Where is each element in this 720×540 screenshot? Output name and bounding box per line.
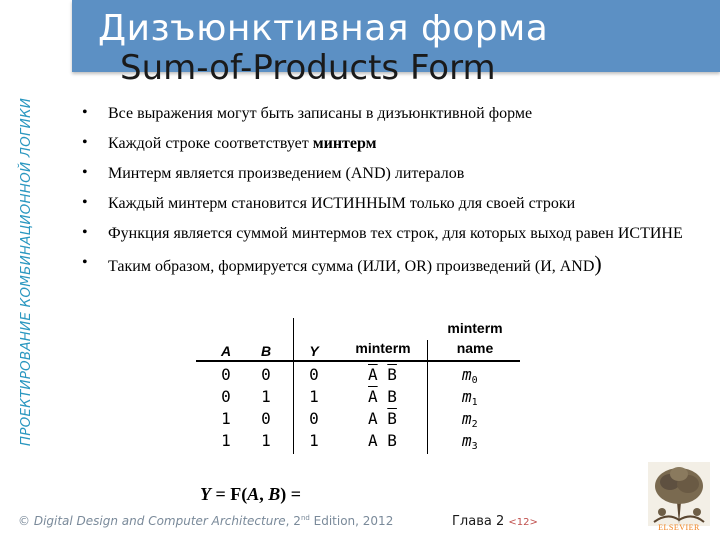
bullet-dot-icon: • (82, 194, 88, 211)
slide-title: Дизъюнктивная форма (98, 8, 549, 49)
cell-b: 1 (261, 387, 271, 406)
book-title: Digital Design and Computer Architecture (33, 514, 286, 528)
bullet-item (80, 104, 700, 124)
bullet-item (80, 134, 700, 154)
bullet-text: Все выражения могут быть записаны в дизъюнктивной форме (108, 105, 533, 122)
minterm-expression (368, 387, 397, 406)
equation-comma: , (259, 484, 269, 504)
bullet-list (80, 104, 700, 291)
cell-b: 1 (261, 431, 271, 450)
copyright-symbol: © (18, 514, 34, 528)
cell-y: 1 (309, 387, 319, 406)
side-label: ПРОЕКТИРОВАНИЕ КОМБИНАЦИОННОЙ ЛОГИКИ (18, 97, 34, 447)
minterm-symbol: m (462, 409, 472, 428)
minterm-symbol: m (462, 431, 472, 450)
slide-subtitle: Sum-of-Products Form (120, 48, 496, 88)
elsevier-tree-logo-icon (648, 462, 710, 526)
cell-a: 1 (221, 409, 231, 428)
bullet-dot-icon: • (82, 164, 88, 181)
side-strip (0, 0, 50, 540)
minterm-expression (368, 409, 397, 428)
equation-y: Y (200, 484, 211, 504)
literal-b: B (387, 431, 397, 450)
minterm-name (462, 409, 478, 430)
bullet-dot-icon: • (82, 134, 88, 151)
bullet-dot-icon: • (82, 254, 88, 271)
cell-a: 1 (221, 431, 231, 450)
header-b: B (260, 343, 272, 359)
table-divider (427, 340, 428, 454)
elsevier-wordmark: ELSEVIER (658, 523, 700, 532)
header-minterm-name-2: name (456, 340, 494, 356)
cell-a: 0 (221, 365, 231, 384)
cell-b: 0 (261, 365, 271, 384)
header-y: Y (309, 343, 319, 359)
page-number: <12> (508, 517, 538, 528)
minterm-expression (368, 431, 397, 450)
bullet-item (80, 250, 700, 281)
bullet-text: Каждый минтерм становится ИСТИННЫМ только для своей строки (108, 195, 576, 212)
footer-citation (18, 514, 393, 528)
edition-post: Edition, 2012 (309, 514, 394, 528)
minterm-index: 3 (471, 441, 478, 452)
bullet-bold-term: минтерм (312, 135, 377, 152)
literal-b: $\overline{B}$ (387, 365, 397, 384)
literal-b: B (387, 387, 397, 406)
literal-a: A (368, 409, 378, 428)
bullet-dot-icon: • (82, 224, 88, 241)
minterm-index: 0 (471, 375, 478, 386)
chapter-text: Глава 2 (452, 514, 509, 529)
header-a: A (220, 343, 232, 359)
minterm-expression (368, 365, 397, 384)
minterm-name (462, 365, 478, 386)
bullet-paren: ) (594, 251, 602, 276)
equation (200, 484, 301, 505)
minterm-index: 1 (471, 397, 478, 408)
cell-y: 1 (309, 431, 319, 450)
minterm-symbol: m (462, 387, 472, 406)
minterm-index: 2 (471, 419, 478, 430)
cell-y: 0 (309, 409, 319, 428)
equation-eq: = F( (211, 484, 248, 504)
bullet-text: Таким образом, формируется сумма (ИЛИ, OR) произведений (И, AND (108, 258, 595, 275)
minterm-symbol: m (462, 365, 472, 384)
cell-y: 0 (309, 365, 319, 384)
header-minterm: minterm (355, 340, 411, 356)
literal-a: $\overline{A}$ (368, 387, 378, 406)
equation-a: A (247, 484, 260, 504)
literal-a: A (368, 431, 378, 450)
table-header-rule (196, 360, 520, 362)
bullet-item (80, 194, 700, 214)
bullet-dot-icon: • (82, 104, 88, 121)
header-minterm-name-1: minterm (447, 320, 503, 336)
bullet-text: Функция является суммой минтермов тех строк, для которых выход равен ИСТИНЕ (108, 225, 683, 242)
bullet-item (80, 164, 700, 184)
truth-table (196, 318, 520, 454)
minterm-name (462, 431, 478, 452)
literal-b: $\overline{B}$ (387, 409, 397, 428)
edition-pre: , 2 (285, 514, 301, 528)
bullet-text: Минтерм является произведением (AND) литералов (108, 165, 465, 182)
equation-b: B (268, 484, 281, 504)
cell-b: 0 (261, 409, 271, 428)
bullet-text: Каждой строке соответствует (108, 135, 313, 152)
edition-sup: nd (300, 514, 310, 522)
bullet-item (80, 224, 700, 244)
minterm-name (462, 387, 478, 408)
cell-a: 0 (221, 387, 231, 406)
chapter-label (452, 514, 538, 529)
equation-tail: ) = (280, 484, 302, 504)
literal-a: $\overline{A}$ (368, 365, 378, 384)
